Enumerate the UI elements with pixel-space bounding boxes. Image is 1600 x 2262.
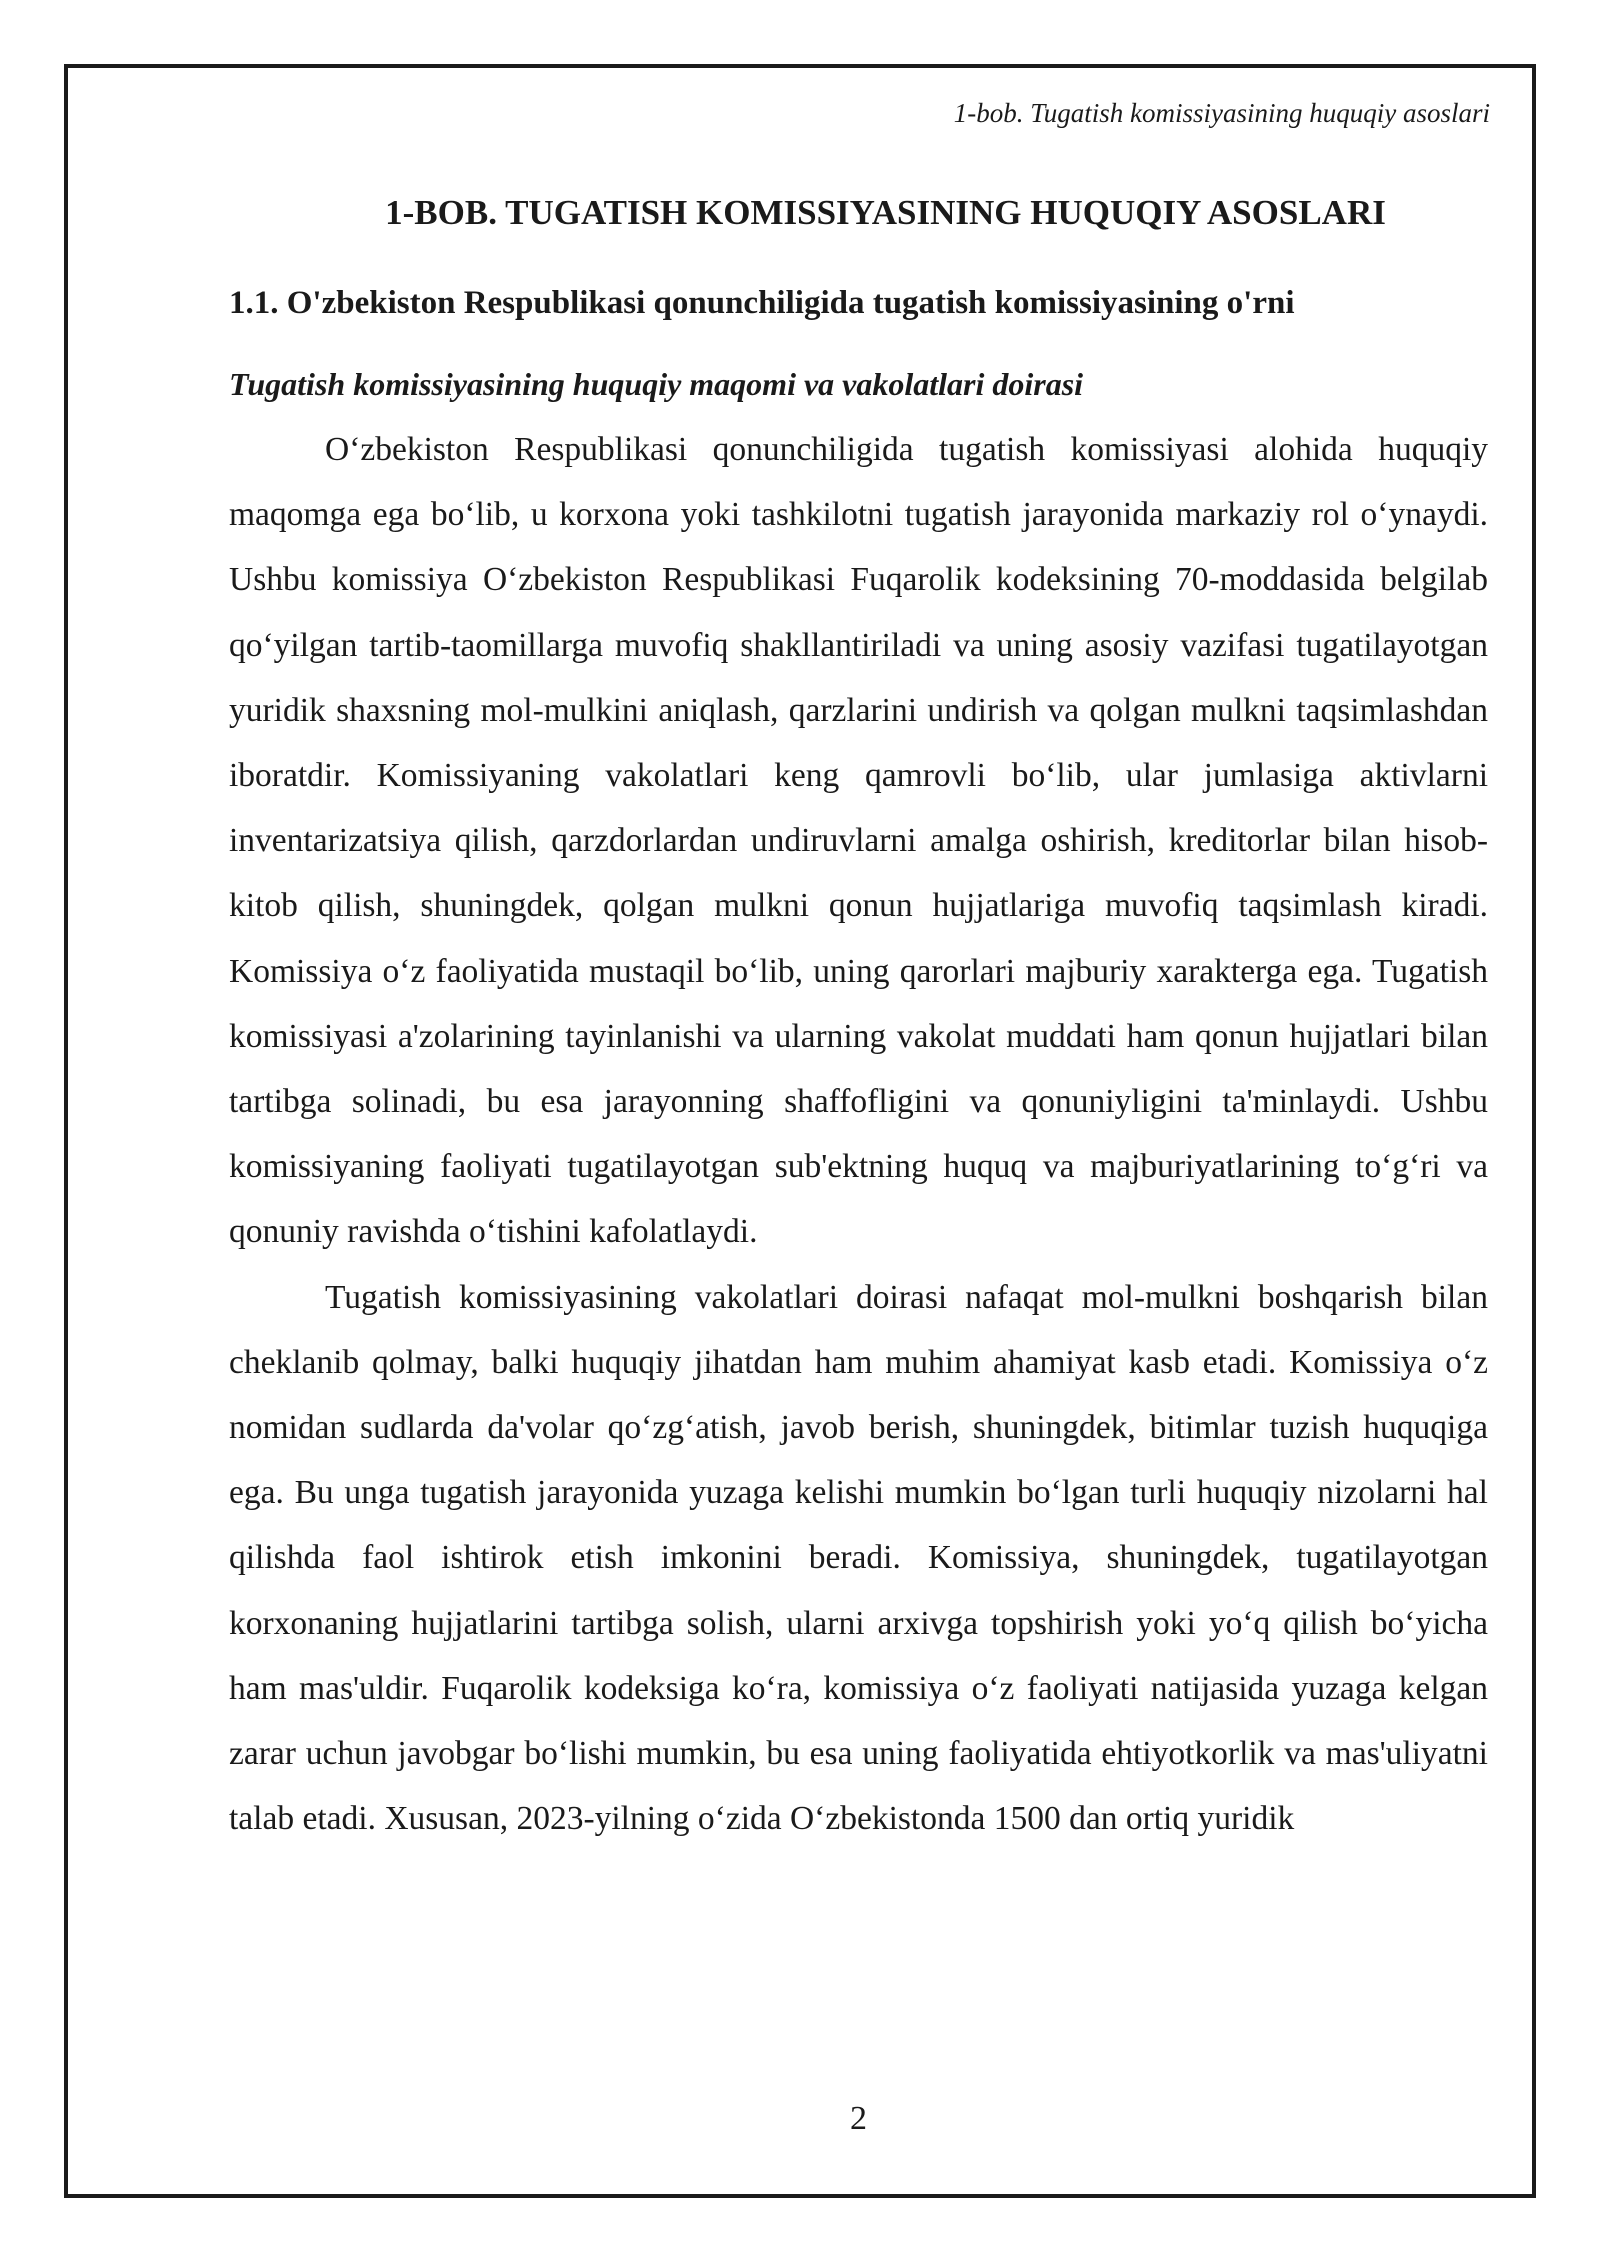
subsection-title: Tugatish komissiyasining huquqiy maqomi va vakolatlari doirasi: [229, 366, 1084, 402]
page-content: [229, 185, 1488, 1851]
page-number: 2: [850, 2100, 867, 2137]
body-paragraph: O‘zbekiston Respublikasi qonunchiligida tugatish komissiyasi alohida huquqiy maqomga ega bo‘lib, u korxona yoki tashkilotni tugatish jarayonida markaziy rol o‘ynaydi. Ushbu komissiya O‘zbekiston Respublikasi Fuqarolik kodeksining 70-moddasida belgilab qo‘yilgan tartib-taomillarga muvofiq shakllantiriladi va uning asosiy vazifasi tugatilayotgan yuridik shaxsning mol-mulkini aniqlash, qarzlarini undirish va qolgan mulkni taqsimlashdan iboratdir. Komissiyaning vakolatlari keng qamrovli bo‘lib, ular jumlasiga aktivlarni inventarizatsiya qilish, qarzdorlardan undiruvlarni amalga oshirish, kreditorlar bilan hisob-kitob qilish, shuningdek, qolgan mulkni qonun hujjatlariga muvofiq taqsimlash kiradi. Komissiya o‘z faoliyatida mustaqil bo‘lib, uning qarorlari majburiy xarakterga ega. Tugatish komissiyasi a'zolarining tayinlanishi va ularning vakolat muddati ham qonun hujjatlari bilan tartibga solinadi, bu esa jarayonning shaffofligini va qonuniyligini ta'minlaydi. Ushbu komissiyaning faoliyati tugatilayotgan sub'ektning huquq va majburiyatlarining to‘g‘ri va qonuniy ravishda o‘tishini kafolatlaydi.: [229, 431, 1488, 1251]
body-paragraph: Tugatish komissiyasining vakolatlari doirasi nafaqat mol-mulkni boshqarish bilan cheklanib qolmay, balki huquqiy jihatdan ham muhim ahamiyat kasb etadi. Komissiya o‘z nomidan sudlarda da'volar qo‘zg‘atish, javob berish, shuningdek, bitimlar tuzish huquqiga ega. Bu unga tugatish jarayonida yuzaga kelishi mumkin bo‘lgan turli huquqiy nizolarni hal qilishda faol ishtirok etish imkonini beradi. Komissiya, shuningdek, tugatilayotgan korxonaning hujjatlarini tartibga solish, ularni arxivga topshirish yoki yo‘q qilish bo‘yicha ham mas'uldir. Fuqarolik kodeksiga ko‘ra, komissiya o‘z faoliyati natijasida yuzaga kelgan zarar uchun javobgar bo‘lishi mumkin, bu esa uning faoliyatida ehtiyotkorlik va mas'uliyatni talab etadi. Xususan, 2023-yilning o‘zida O‘zbekistonda 1500 dan ortiq yuridik: [229, 1278, 1488, 1838]
running-header: 1-bob. Tugatish komissiyasining huquqiy asoslari: [953, 98, 1490, 128]
section-title: 1.1. O'zbekiston Respublikasi qonunchiligida tugatish komissiyasining o'rni: [229, 285, 1295, 321]
chapter-title: 1-BOB. TUGATISH KOMISSIYASINING HUQUQIY ASOSLARI: [385, 193, 1386, 232]
